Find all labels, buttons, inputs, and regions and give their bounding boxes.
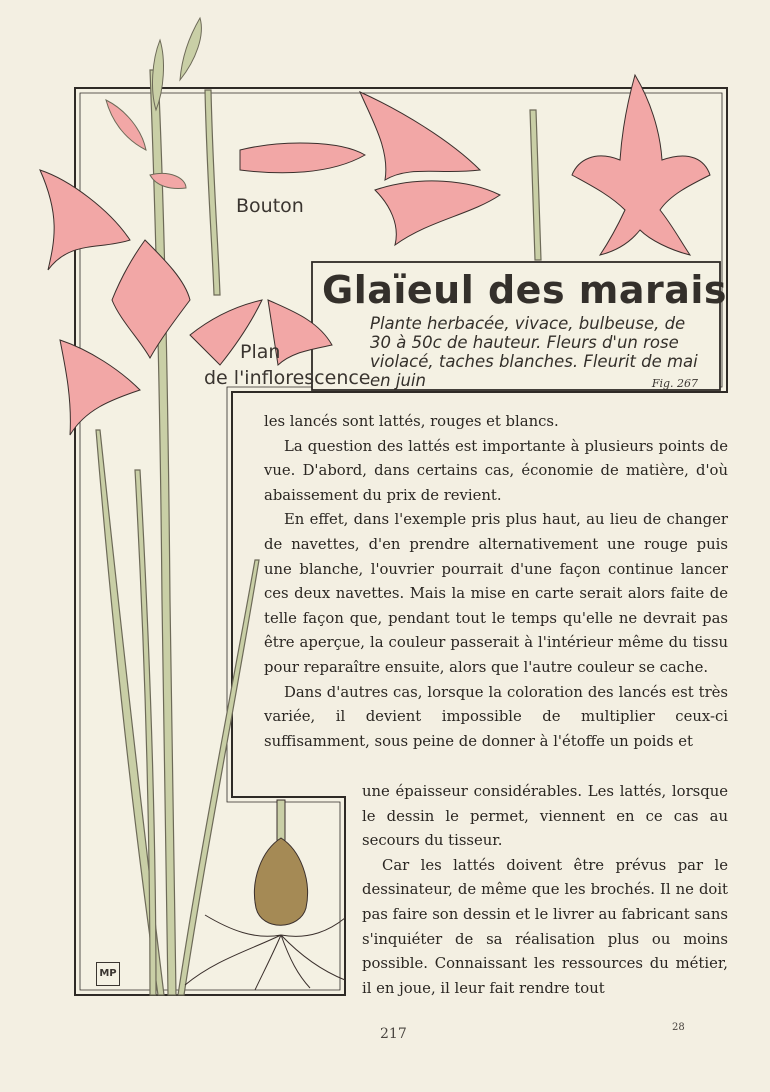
plate-description: Plante herbacée, vivace, bulbeuse, de 30 à 50c de hauteur. Fleurs d'un rose violacé, taches blanches. Fleurit de mai en juin — [370, 314, 698, 390]
body-text-column-narrow — [362, 780, 728, 1001]
figure-label: Fig. 267 — [651, 377, 698, 390]
paragraph: une épaisseur considérables. Les lattés, lorsque le dessin le permet, viennent en ce cas au secours du tisseur. — [362, 783, 728, 850]
paragraph: Car les lattés doivent être prévus par le dessinateur, de même que les brochés. Il ne doit pas faire son dessin et le livrer au fabricant sans s'inquiéter de sa réalisation plus ou moins possible. Connaissant les ressources du métier, il en joue, il leur fait rendre tout — [362, 856, 728, 997]
plate-title: Glaïeul des marais — [322, 268, 728, 312]
label-plan-line1: Plan — [240, 341, 281, 363]
plate-number: 28 — [672, 1022, 685, 1033]
label-bouton: Bouton — [236, 195, 304, 217]
artist-monogram: MP — [96, 962, 120, 986]
paragraph: En effet, dans l'exemple pris plus haut, au lieu de changer de navettes, d'en prendre alternativement une rouge puis une blanche, l'ouvrier pourrait d'une façon continue lancer ces deux navettes. Mais la mise en carte serait alors faite de telle façon que, pendant tout le temps qu'elle ne devrait pas être aperçue, la couleur passerait à l'intérieur même du tissu pour reparaître ensuite, alors que l'autre couleur se cache. — [264, 511, 728, 676]
paragraph: Dans d'autres cas, lorsque la coloration des lancés est très variée, il devient impossible de multiplier ceux-ci suffisamment, sous peine de donner à l'étoffe un poids et — [264, 683, 728, 750]
title-block — [312, 262, 728, 390]
paragraph: La question des lattés est importante à plusieurs points de vue. D'abord, dans certains cas, économie de matière, d'où abaissement du prix de revient. — [264, 437, 728, 504]
page-number: 217 — [380, 1026, 407, 1042]
label-plan-line2: de l'inflorescence — [204, 367, 371, 389]
paragraph: les lancés sont lattés, rouges et blancs. — [264, 413, 559, 430]
body-text-column-wide — [264, 410, 728, 754]
